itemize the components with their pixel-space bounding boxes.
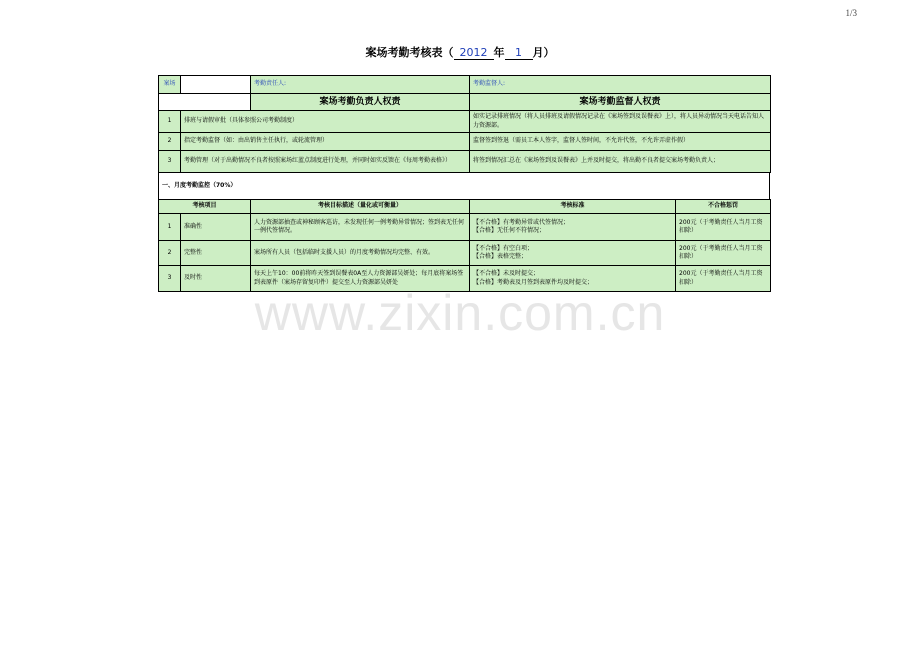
title-prefix: 案场考勤考核表（ [365, 46, 454, 59]
kpi-row-no: 3 [159, 266, 181, 292]
kpi-header-penalty: 不合格惩罚 [676, 200, 771, 214]
title-month: 1 [505, 46, 533, 60]
kpi-standard-fail: 【不合格】有空白项； [473, 244, 534, 252]
owner-label: 考勤责任人: [251, 76, 470, 94]
supervisor-label: 考勤监督人: [470, 76, 771, 94]
rights-row [159, 151, 771, 173]
site-label: 案场 [159, 76, 181, 94]
kpi-row-no: 1 [159, 214, 181, 241]
owner-duty: 考勤管理（对于出勤情况不良者按照案场红蓝点制度进行处理，并同时如实反馈在《每周考勤表格》） [181, 151, 470, 173]
kpi-penalty: 200元（于考勤责任人当月工资扣除） [676, 214, 771, 241]
section-title: 一、月度考勤监控（70%） [159, 173, 770, 199]
kpi-item: 准确性 [181, 214, 251, 241]
supervisor-duty: 监督签到签退（需员工本人签字，监督人签时间，不允许代签，不允许弄虚作假） [470, 133, 771, 151]
kpi-row-no: 2 [159, 241, 181, 266]
supervisor-duty: 将签到情况汇总在《案场签到及误餐表》上并及时提交，将出勤不良者提交案场考勤负责人； [470, 151, 771, 173]
page-title [0, 44, 920, 60]
rights-row [159, 111, 771, 133]
kpi-row [159, 241, 771, 266]
kpi-header-description: 考核目标描述（量化或可衡量） [251, 200, 470, 214]
kpi-header-item: 考核项目 [159, 200, 251, 214]
owner-rights-header: 案场考勤负责人权责 [251, 94, 470, 111]
kpi-row [159, 214, 771, 241]
kpi-penalty: 200元（于考勤责任人当月工资扣除） [676, 241, 771, 266]
kpi-description: 每天上午10：00前将昨天签到误餐表0A至人力资源部吴妍处；每月底将案场签到表原件（案场存留复印件）提交至人力资源部吴妍处 [251, 266, 470, 292]
title-suffix: 月） [532, 46, 555, 59]
kpi-standard-fail: 【不合格】未及时提交； [473, 270, 540, 278]
kpi-item: 及时性 [181, 266, 251, 292]
kpi-item: 完整性 [181, 241, 251, 266]
kpi-standard-pass: 【合格】考勤表及月签到表原件均及时提交； [473, 278, 594, 286]
rights-row-no: 2 [159, 133, 181, 151]
kpi-description: 人力资源部抽查或神秘顾客巡访，未发现任何一例考勤异常情况；签到表无任何一例代签情况。 [251, 214, 470, 241]
section-header-table [158, 173, 770, 199]
kpi-standard-fail: 【不合格】有考勤异常或代签情况； [473, 218, 570, 226]
kpi-description: 案场所有人员（包括临时支援人员）的月度考勤情况均完整、有效。 [251, 241, 470, 266]
assessment-sheet [158, 75, 770, 292]
kpi-standard [470, 214, 676, 241]
kpi-standard-pass: 【合格】表格完整； [473, 253, 528, 260]
kpi-standard [470, 241, 676, 266]
kpi-table [158, 199, 771, 292]
owner-duty: 指定考勤监督（如：由出销售主任执行，或轮流管理） [181, 133, 470, 151]
rights-header-blank [159, 94, 251, 111]
title-year: 2012 [454, 46, 494, 60]
watermark: www.zixin.com.cn [254, 285, 666, 341]
rights-row-no: 1 [159, 111, 181, 133]
kpi-standard-pass: 【合格】无任何不符情况； [473, 227, 546, 234]
owner-duty: 排班与请假审批（具体参照公司考勤制度） [181, 111, 470, 133]
rights-row [159, 133, 771, 151]
rights-table [158, 75, 771, 173]
kpi-penalty: 200元（于考勤责任人当月工资扣除） [676, 266, 771, 292]
site-value-cell[interactable] [181, 76, 251, 94]
title-year-unit: 年 [493, 46, 505, 59]
supervisor-rights-header: 案场考勤监督人权责 [470, 94, 771, 111]
rights-row-no: 3 [159, 151, 181, 173]
kpi-header-standard: 考核标准 [470, 200, 676, 214]
page-number: 1/3 [845, 8, 857, 18]
supervisor-duty: 如实记录排班情况（将人员排班及请假情况记录在《案场签到及误餐表》上），将人员异动情况当天电话告知人力资源部。 [470, 111, 771, 133]
